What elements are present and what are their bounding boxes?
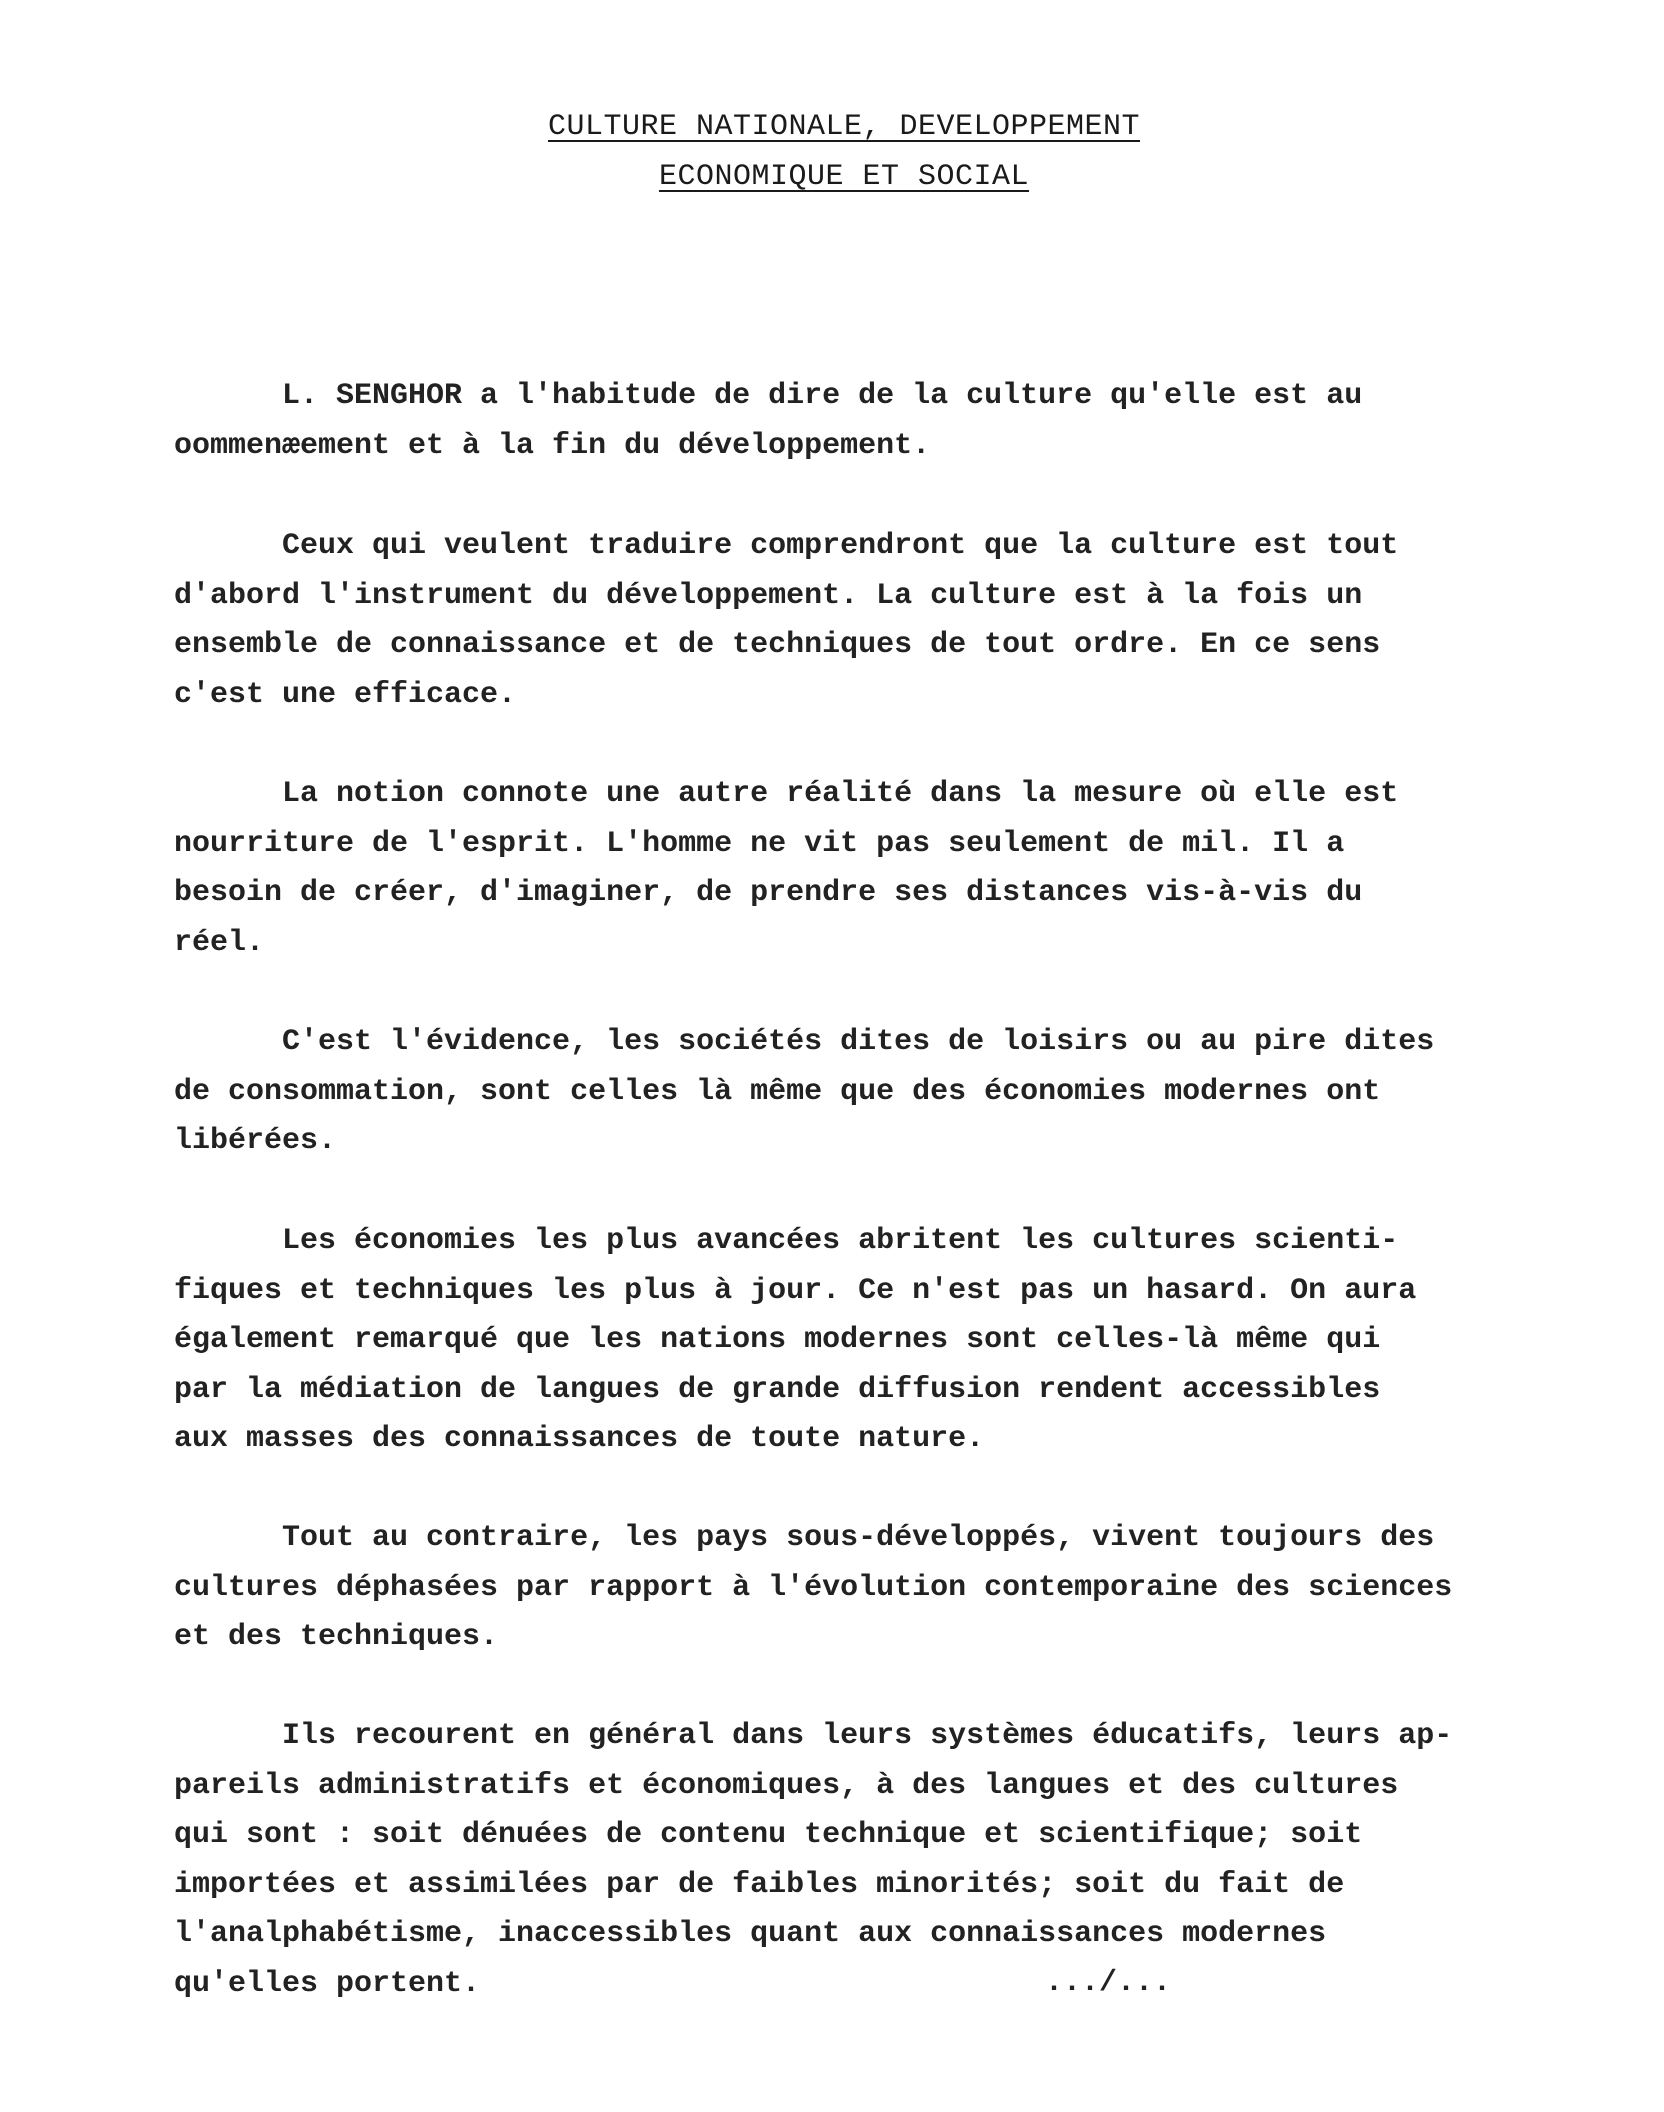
paragraph-6: [174, 1514, 1574, 1663]
paragraph-7: [174, 1712, 1574, 2009]
paragraph-line: nourriture de l'esprit. L'homme ne vit pas seulement de mil. Il a: [174, 826, 1345, 861]
paragraph-line: réel.: [174, 925, 265, 960]
paragraph-line: pareils administratifs et économiques, à des langues et des cultures: [174, 1768, 1399, 1803]
paragraph-line: La notion connote une autre réalité dans la mesure où elle est: [174, 777, 1399, 811]
paragraph-line: également remarqué que les nations modernes sont celles-là même qui: [174, 1323, 1381, 1357]
paragraph-line: importées et assimilées par de faibles minorités; soit du fait de: [174, 1867, 1345, 1902]
continuation-mark: .../...: [1045, 1966, 1172, 2000]
paragraph-line: aux masses des connaissances de toute nature.: [174, 1422, 985, 1456]
paragraph-line: C'est l'évidence, les sociétés dites de loisirs ou au pire dites: [174, 1025, 1435, 1059]
paragraph-line: l'analphabétisme, inaccessibles quant aux connaissances modernes: [174, 1917, 1327, 1951]
paragraph-line: Tout au contraire, les pays sous-développés, vivent toujours des: [174, 1521, 1435, 1555]
paragraph-line: de consommation, sont celles là même que des économies modernes ont: [174, 1074, 1381, 1109]
paragraph-line: L. SENGHOR a l'habitude de dire de la culture qu'elle est au: [174, 379, 1363, 413]
paragraph-line: Les économies les plus avancées abritent les cultures scienti-: [174, 1224, 1399, 1258]
paragraph-line: qu'elles portent.: [174, 1966, 481, 2001]
paragraph-line: par la médiation de langues de grande diffusion rendent accessibles: [174, 1372, 1381, 1407]
document-title-line-2: ECONOMIQUE ET SOCIAL: [658, 160, 1030, 194]
paragraph-4: [174, 1018, 1574, 1167]
paragraph-3: [174, 770, 1574, 968]
paragraph-line: c'est une efficace.: [174, 677, 517, 712]
paragraph-line: Ils recourent en général dans leurs systèmes éducatifs, leurs ap-: [174, 1719, 1453, 1753]
paragraph-line: ensemble de connaissance et de techniques de tout ordre. En ce sens: [174, 628, 1381, 662]
paragraph-line: oommenæement et à la fin du développement.: [174, 428, 931, 463]
paragraph-2: [174, 522, 1574, 720]
paragraph-line: d'abord l'instrument du développement. La culture est à la fois un: [174, 578, 1363, 613]
paragraph-line: libérées.: [174, 1124, 337, 1158]
paragraph-line: besoin de créer, d'imaginer, de prendre ses distances vis-à-vis du: [174, 876, 1363, 910]
paragraph-line: cultures déphasées par rapport à l'évolution contemporaine des sciences: [174, 1570, 1453, 1605]
document-title-line-1: CULTURE NATIONALE, DEVELOPPEMENT: [547, 110, 1141, 144]
paragraph-5: [174, 1217, 1574, 1465]
paragraph-1: [174, 372, 1574, 471]
paragraph-line: qui sont : soit dénuées de contenu technique et scientifique; soit: [174, 1818, 1363, 1852]
paragraph-line: fiques et techniques les plus à jour. Ce n'est pas un hasard. On aura: [174, 1273, 1417, 1308]
paragraph-line: et des techniques.: [174, 1620, 499, 1654]
paragraph-line: Ceux qui veulent traduire comprendront que la culture est tout: [174, 529, 1399, 563]
